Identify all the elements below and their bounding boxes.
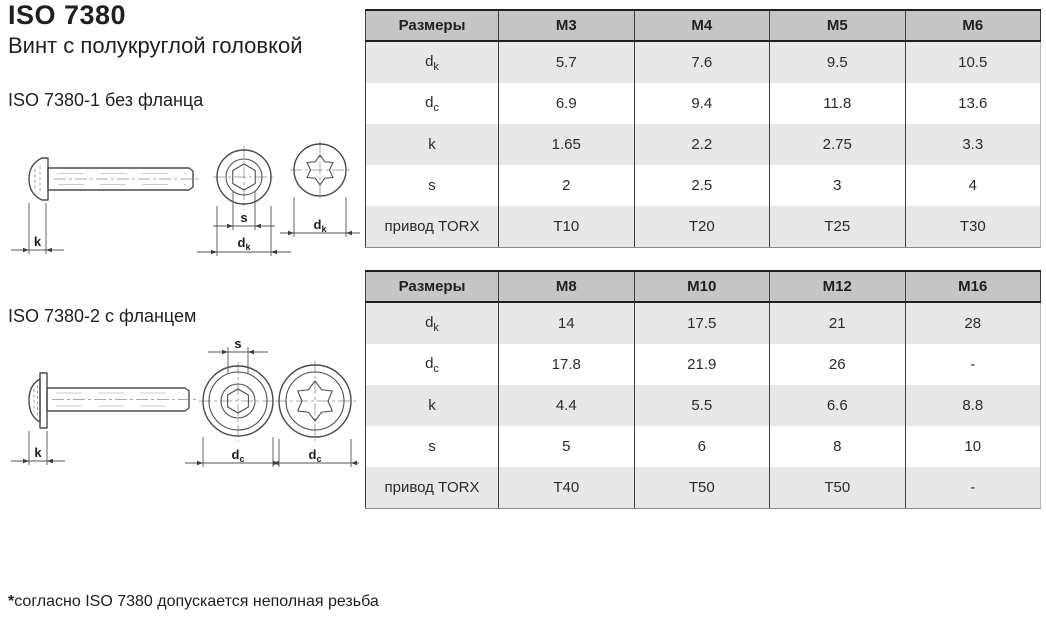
spec-value: 17.8 xyxy=(499,344,635,385)
variant-2-label: ISO 7380-2 с фланцем xyxy=(8,306,197,326)
row-label: $d_k$ xyxy=(366,41,499,83)
spec-value: 5.5 xyxy=(634,385,770,426)
spec-value: 2.5 xyxy=(634,165,770,206)
spec-value: 6.6 xyxy=(770,385,906,426)
table-row xyxy=(366,302,1041,344)
dimensions-table-m8-m16 xyxy=(365,270,1041,509)
dim-label-k: k xyxy=(33,234,42,249)
spec-value: - xyxy=(905,344,1041,385)
spec-value: 10 xyxy=(905,426,1041,467)
row-label: k xyxy=(366,124,499,165)
spec-value: 26 xyxy=(770,344,906,385)
flanged-screw-side-view xyxy=(11,373,197,465)
table-row xyxy=(366,467,1041,509)
spec-value: 1.65 xyxy=(499,124,635,165)
table-row xyxy=(366,385,1041,426)
spec-value: 21 xyxy=(770,302,906,344)
size-column-header: M6 xyxy=(905,10,1041,41)
size-column-header: M3 xyxy=(499,10,635,41)
table-row xyxy=(366,165,1041,206)
drawing-iso7380-1 xyxy=(0,140,360,272)
spec-value: 11.8 xyxy=(770,83,906,124)
spec-value: 3 xyxy=(770,165,906,206)
spec-value: 4 xyxy=(905,165,1041,206)
footnote-asterisk: * xyxy=(8,593,15,610)
dim-label-dk-torx: $d_k$ xyxy=(313,217,327,234)
spec-value: 2.2 xyxy=(634,124,770,165)
spec-value: 28 xyxy=(905,302,1041,344)
screw-side-view xyxy=(11,158,201,254)
corner-header: Размеры xyxy=(366,271,499,302)
row-label: привод TORX xyxy=(366,206,499,248)
spec-value: 8.8 xyxy=(905,385,1041,426)
spec-value: T40 xyxy=(499,467,635,509)
spec-value: T30 xyxy=(905,206,1041,248)
row-label: $d_c$ xyxy=(366,344,499,385)
dim-label-s: s xyxy=(240,210,248,225)
spec-value: 6 xyxy=(634,426,770,467)
corner-header: Размеры xyxy=(366,10,499,41)
spec-value: 17.5 xyxy=(634,302,770,344)
size-column-header: M10 xyxy=(634,271,770,302)
spec-value: T10 xyxy=(499,206,635,248)
dim-label-k: k xyxy=(34,445,42,460)
row-label: привод TORX xyxy=(366,467,499,509)
torx-front-view xyxy=(280,141,360,237)
page-subtitle: Винт с полукруглой головкой xyxy=(8,33,303,58)
footnote-text: согласно ISO 7380 допускается неполная резьба xyxy=(14,593,379,610)
row-label: s xyxy=(366,165,499,206)
dimensions-table-m3-m6 xyxy=(365,9,1041,248)
footnote xyxy=(8,593,379,611)
spec-value: 10.5 xyxy=(905,41,1041,83)
page-title: ISO 7380 xyxy=(8,0,127,30)
spec-value: 13.6 xyxy=(905,83,1041,124)
spec-value: 5.7 xyxy=(499,41,635,83)
header-row xyxy=(366,10,1041,41)
spec-value: T50 xyxy=(634,467,770,509)
spec-value: 2.75 xyxy=(770,124,906,165)
table-row xyxy=(366,83,1041,124)
table-row xyxy=(366,426,1041,467)
spec-value: 3.3 xyxy=(905,124,1041,165)
header-row xyxy=(366,271,1041,302)
row-label: k xyxy=(366,385,499,426)
spec-value: 4.4 xyxy=(499,385,635,426)
size-column-header: M8 xyxy=(499,271,635,302)
size-column-header: M12 xyxy=(770,271,906,302)
spec-value: T50 xyxy=(770,467,906,509)
spec-value: 6.9 xyxy=(499,83,635,124)
flanged-hex-socket-front-view xyxy=(185,336,291,467)
table-row xyxy=(366,124,1041,165)
table-row xyxy=(366,206,1041,248)
dim-label-dc-torx: $d_c$ xyxy=(308,447,322,464)
dim-label-dc: $d_c$ xyxy=(231,447,245,464)
spec-value: 9.5 xyxy=(770,41,906,83)
table-row xyxy=(366,41,1041,83)
dim-label-s: s xyxy=(234,336,242,351)
spec-value: 5 xyxy=(499,426,635,467)
hex-socket-front-view xyxy=(197,146,291,256)
row-label: $d_c$ xyxy=(366,83,499,124)
size-column-header: M16 xyxy=(905,271,1041,302)
row-label: s xyxy=(366,426,499,467)
spec-value: 7.6 xyxy=(634,41,770,83)
tables-area xyxy=(365,9,1041,509)
spec-value: 14 xyxy=(499,302,635,344)
row-label: $d_k$ xyxy=(366,302,499,344)
spec-value: 21.9 xyxy=(634,344,770,385)
table-row xyxy=(366,344,1041,385)
spec-value: T25 xyxy=(770,206,906,248)
spec-value: 8 xyxy=(770,426,906,467)
dim-label-dk: $d_k$ xyxy=(237,235,251,252)
flanged-torx-front-view xyxy=(271,361,359,467)
spec-value: T20 xyxy=(634,206,770,248)
variant-1-label: ISO 7380-1 без фланца xyxy=(8,90,204,110)
spec-value: - xyxy=(905,467,1041,509)
size-column-header: M4 xyxy=(634,10,770,41)
drawing-iso7380-2 xyxy=(0,333,362,485)
size-column-header: M5 xyxy=(770,10,906,41)
spec-value: 2 xyxy=(499,165,635,206)
spec-value: 9.4 xyxy=(634,83,770,124)
